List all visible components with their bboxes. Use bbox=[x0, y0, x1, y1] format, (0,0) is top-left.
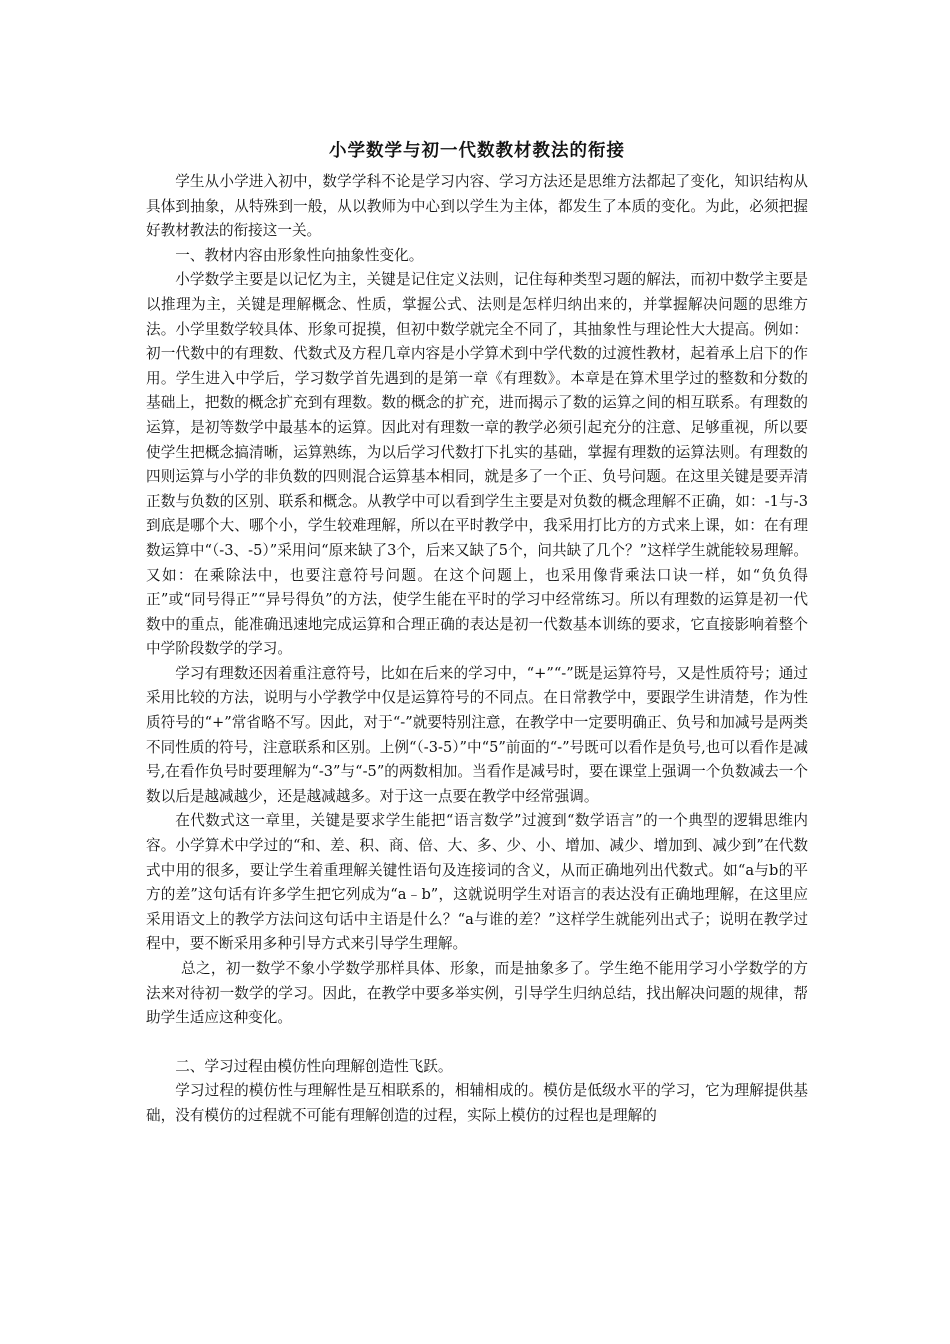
paragraph-intro: 学生从小学进入初中，数学学科不论是学习内容、学习方法还是思维方法都起了变化，知识结构从具体到抽象，从特殊到一般，从以教师为中心到以学生为主体，都发生了本质的变化。为此，必须把握好教材教法的衔接这一关。 bbox=[146, 173, 808, 240]
paragraph-body: 小学数学主要是以记忆为主，关键是记住定义法则，记住每种类型习题的解法，而初中数学主要是以推理为主，关键是理解概念、性质，掌握公式、法则是怎样归纳出来的，并掌握解决问题的思维方法。小学里数学较具体、形象可捉摸，但初中数学就完全不同了，其抽象性与理论性大大提高。例如：初一代数中的有理数、代数式及方程几章内容是小学算术到中学代数的过渡性教材，起着承上启下的作用。学生进入中学后，学习数学首先遇到的是第一章《有理数》。本章是在算术里学过的整数和分数的基础上，把数的概念扩充到有理数。数的概念的扩充，进而揭示了数的运算之间的相互联系。有理数的运算，是初等数学中最基本的运算。因此对有理数一章的教学必须引起充分的注意、足够重视，所以要使学生把概念搞清晰，运算熟练，为以后学习代数打下扎实的基础，掌握有理数的运算法则。有理数的四则运算与小学的非负数的四则混合运算基本相同，就是多了一个正、负号问题。在这里关键是要弄清正数与负数的区别、联系和概念。从教学中可以看到学生主要是对负数的概念理解不正确，如：-1与-3到底是哪个大、哪个小，学生较难理解，所以在平时教学中，我采用打比方的方式来上课，如：在有理数运算中“（-3、-5）”采用问“原来缺了3个，后来又缺了5个，问共缺了几个？”这样学生就能较易理解。又如：在乘除法中，也要注意符号问题。在这个问题上，也采用像背乘法口诀一样，如“负负得正”或“同号得正”“异号得负”的方法，使学生能在平时的学习中经常练习。所以有理数的运算是初一代数中的重点，能准确迅速地完成运算和合理正确的表达是初一代数基本训练的要求，它直接影响着整个中学阶段数学的学习。 bbox=[146, 271, 808, 658]
paragraph-body: 在代数式这一章里，关键是要求学生能把“语言数学”过渡到“数学语言”的一个典型的逻辑思维内容。小学算术中学过的“和、差、积、商、倍、大、多、少、小、增加、减少、增加到、减少到”在代数式中用的很多，要让学生着重理解关键性语句及连接词的含义，从而正确地列出代数式。如“a与b的平方的差”这句话有许多学生把它列成为“a﹣b”，这就说明学生对语言的表达没有正确地理解，在这里应采用语文上的教学方法问这句话中主语是什么？“a与谁的差？”这样学生就能列出式子；说明在教学过程中，要不断采用多种引导方式来引导学生理解。 bbox=[146, 812, 808, 953]
paragraph-body: 学习有理数还因着重注意符号，比如在后来的学习中，“+”“-”既是运算符号，又是性质符号；通过采用比较的方法，说明与小学教学中仅是运算符号的不同点。在日常教学中，要跟学生讲清楚，作为性质符号的“+”常省略不写。因此，对于“-”就要特别注意，在教学中一定要明确正、负号和加减号是两类不同性质的符号，注意联系和区别。上例“（-3-5）”中“5”前面的“-”号既可以看作是负号,也可以看作是减号,在看作负号时要理解为“-3”与“-5”的两数相加。当看作是减号时，要在课堂上强调一个负数减去一个数以后是越减越少，还是越减越多。对于这一点要在教学中经常强调。 bbox=[146, 664, 808, 805]
section-heading-1: 一、教材内容由形象性向抽象性变化。 bbox=[175, 246, 424, 264]
paragraph-summary: 总之，初一数学不象小学数学那样具体、形象，而是抽象多了。学生绝不能用学习小学数学的方法来对待初一数学的学习。因此，在教学中要多举实例，引导学生归纳总结，找出解决问题的规律，帮助学生适应这种变化。 bbox=[146, 960, 808, 1027]
paragraph-spacer bbox=[146, 1031, 808, 1055]
document-title: 小学数学与初一代数教材教法的衔接 bbox=[329, 141, 625, 161]
document-page bbox=[146, 136, 808, 1129]
section-heading-2: 二、学习过程由模仿性向理解创造性飞跃。 bbox=[175, 1057, 453, 1075]
paragraph-body: 学习过程的模仿性与理解性是互相联系的，相辅相成的。模仿是低级水平的学习，它为理解提供基础，没有模仿的过程就不可能有理解创造的过程，实际上模仿的过程也是理解的 bbox=[146, 1082, 808, 1124]
